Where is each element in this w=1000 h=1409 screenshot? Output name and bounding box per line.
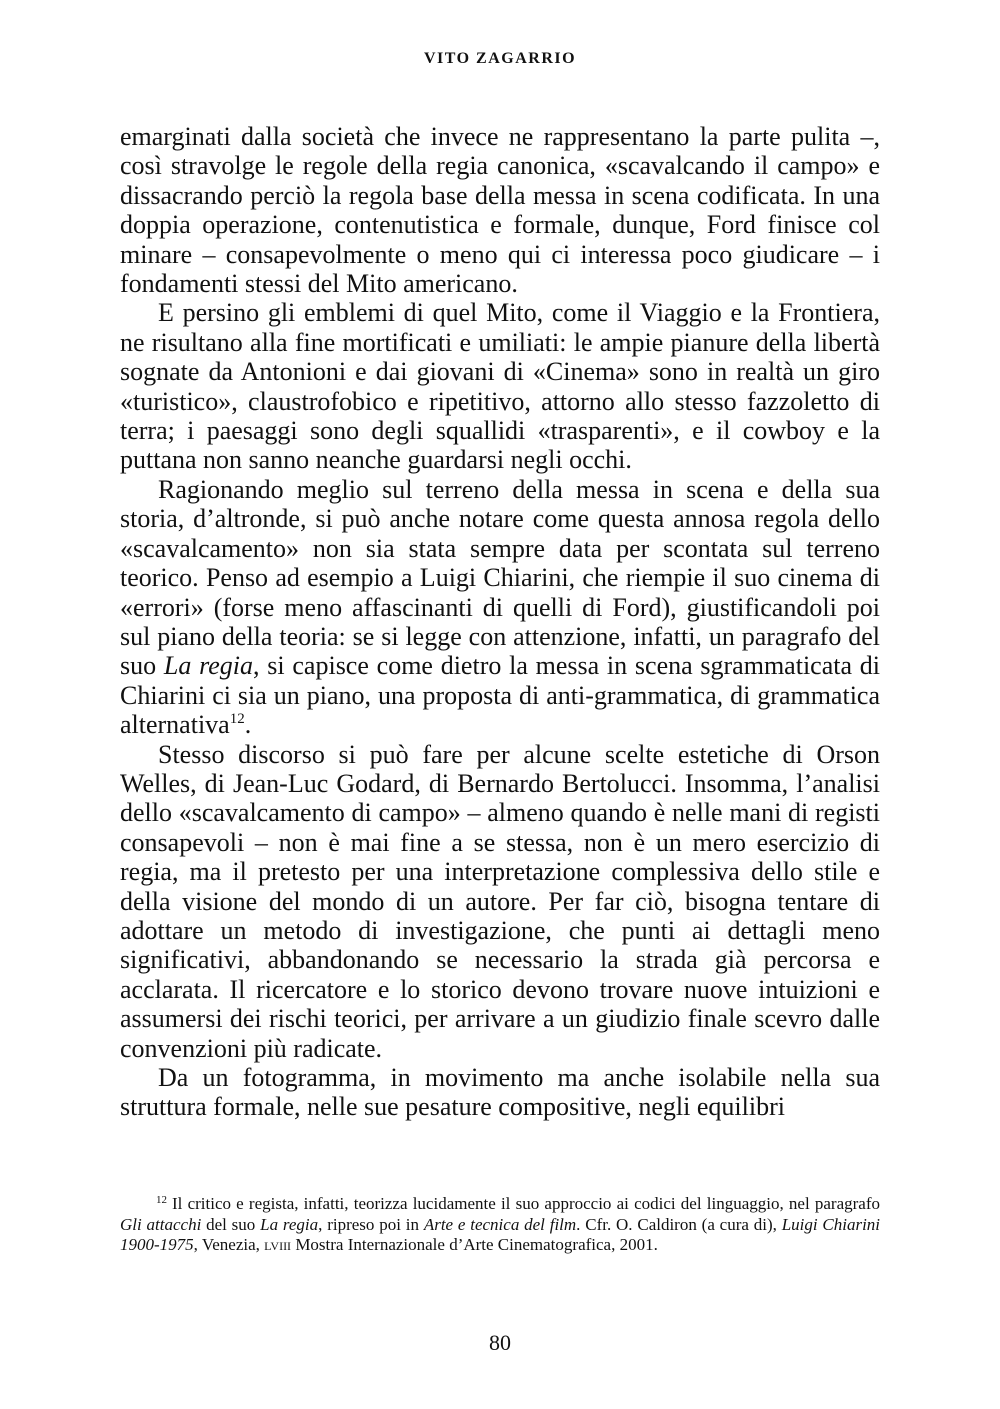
footnotes — [120, 1194, 880, 1256]
footnote-text-1: Il critico e regista, infatti, teorizza lucidamente il suo approccio ai codici del linguaggio, nel paragrafo — [172, 1194, 880, 1213]
footnote-roman-numeral: lviii — [264, 1235, 292, 1254]
paragraph-3-text-a: Ragionando meglio sul terreno della messa in scena e della sua storia, d’altronde, si può anche notare come questa annosa regola dello «scavalcamento» non sia stata sempre data per scontata sul terreno teorico. Penso ad esempio a Luigi Chiarini, che riempie il suo cinema di «errori» (forse meno affascinanti di quelli di Ford), giustificandoli poi sul piano della teoria: se si legge con attenzione, infatti, un paragrafo del suo — [120, 474, 880, 681]
paragraph-3 — [120, 475, 880, 740]
paragraph-2: E persino gli emblemi di quel Mito, come il Viaggio e la Frontiera, ne risultano alla fine mortificati e umiliati: le ampie pianure della libertà sognate da Antonioni e dai giovani di «Cinema» sono in realtà un giro «turistico», claustrofobico e ripetitivo, attorno allo stesso fazzoletto di terra; i paesaggi sono degli squallidi «trasparenti», e il cowboy e la puttana non sanno neanche guardarsi negli occhi. — [120, 298, 880, 475]
footnote-text-4: . Cfr. O. Caldiron (a cura di), — [576, 1214, 782, 1234]
page-number: 80 — [489, 1330, 511, 1355]
footnote-title-luigi-chiarini: Luigi Chiarini 1900-1975 — [120, 1214, 881, 1254]
book-title-la-regia: La regia — [163, 651, 254, 681]
footnote-number: 12 — [156, 1194, 167, 1206]
footnote-title-la-regia: La regia — [260, 1214, 319, 1234]
footnote-12 — [120, 1194, 880, 1256]
paragraph-3-end: . — [244, 710, 252, 740]
paragraph-4: Stesso discorso si può fare per alcune scelte estetiche di Orson Welles, di Jean-Luc Godard, di Bernardo Bertolucci. Insomma, l’analisi dello «scavalcamento di campo» – almeno quando è nelle mani di registi consapevoli – non è mai fine a se stessa, non è un mero esercizio di regia, ma il pretesto per una interpretazione complessiva dello stile e della visione del mondo di un autore. Per far ciò, bisogna tentare di adottare un metodo di investigazione, che punti ai dettagli meno significativi, abbandonando se necessario la strada già percorsa e acclarata. Il ricercatore e lo storico devono trovare nuove intuizioni e assumersi dei rischi teorici, per arrivare a un giudizio finale scevro dalle convenzioni più radicate. — [120, 739, 880, 1063]
footnote-text-3: , ripreso poi in — [318, 1214, 424, 1234]
footnote-text-5: , Venezia, — [193, 1235, 265, 1254]
footnote-title-gli-attacchi: Gli attacchi — [120, 1214, 202, 1234]
paragraph-5: Da un fotogramma, in movimento ma anche isolabile nella sua struttura formale, nelle sue pesature compositive, negli equilibri — [120, 1063, 880, 1122]
footnote-text-2: del suo — [201, 1214, 261, 1234]
main-text — [120, 122, 880, 1122]
paragraph-3-text-b: , si capisce come dietro la messa in scena sgrammaticata di Chiarini ci sia un piano, una proposta di anti-grammatica, di grammatica alternativa — [120, 651, 880, 740]
footnote-reference[interactable]: 12 — [229, 711, 245, 728]
paragraph-1: emarginati dalla società che invece ne rappresentano la parte pulita –, così stravolge le regole della regia canonica, «scavalcando il campo» e dissacrando perciò la regola base della messa in scena codificata. In una doppia operazione, contenutistica e formale, dunque, Ford finisce col minare – consapevolmente o meno qui ci interessa poco giudicare – i fondamenti stessi del Mito americano. — [120, 122, 880, 299]
running-header: VITO ZAGARRIO — [423, 50, 577, 67]
footnote-text-6: Mostra Internazionale d’Arte Cinematografica, 2001. — [291, 1235, 658, 1254]
footnote-title-arte-e-tecnica: Arte e tecnica del film — [423, 1214, 577, 1234]
